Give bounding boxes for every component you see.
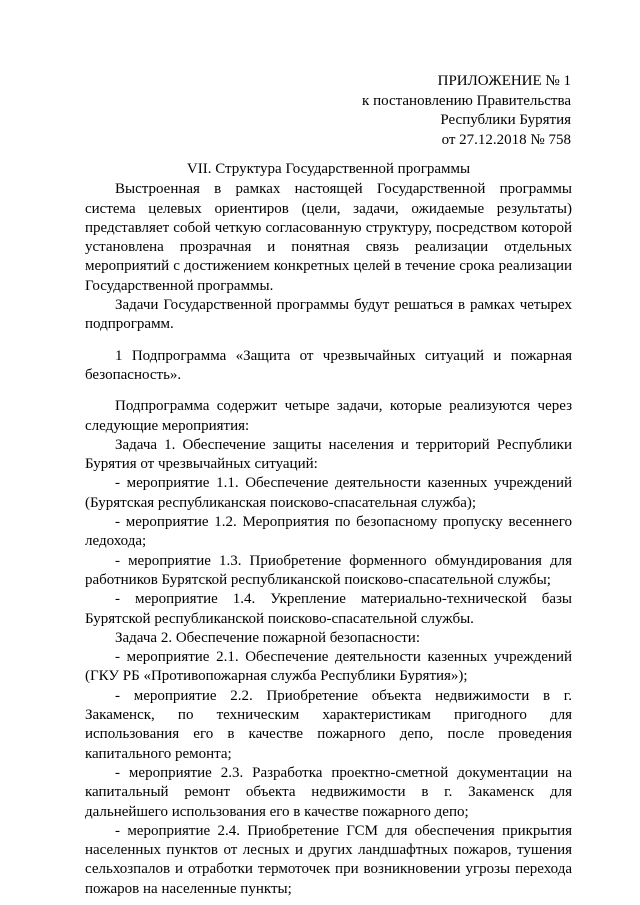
- paragraph-subprogram-tasks: Подпрограмма содержит четыре задачи, которые реализуются через следующие мероприятия:: [85, 398, 572, 434]
- paragraph-subprogram-1: 1 Подпрограмма «Защита от чрезвычайных ситуаций и пожарная безопасность».: [85, 347, 572, 383]
- paragraph-task-2: Задача 2. Обеспечение пожарной безопасности:: [115, 629, 420, 646]
- appendix-header: [362, 72, 571, 150]
- paragraph-measure-2-4: - мероприятие 2.4. Приобретение ГСМ для обеспечения прикрытия населенных пунктов от лесных и других ландшафтных пожаров, тушения сельхозпалов и отработки термоточек при возникновении угрозы перехода пожаров на населенные пункты;: [85, 822, 572, 897]
- section-title: VII. Структура Государственной программы: [186, 161, 471, 177]
- paragraph-measure-1-3: - мероприятие 1.3. Приобретение форменного обмундирования для работников Бурятской республиканской поисково-спасательной службы;: [85, 552, 572, 588]
- appendix-resolution-ref: к постановлению Правительства: [362, 92, 571, 109]
- paragraph-intro: Выстроенная в рамках настоящей Государственной программы система целевых ориентиров (цели, задачи, ожидаемые результаты) представляет собой четкую согласованную структуру, посредством которой установлена прозрачная и понятная связь реализации отдельных мероприятий с достижением конкретных целей в течение срока реализации Государственной программы.: [85, 181, 572, 294]
- paragraph-measure-1-1: - мероприятие 1.1. Обеспечение деятельности казенных учреждений (Бурятская республиканская поисково-спасательная служба);: [85, 475, 572, 511]
- appendix-republic: Республики Бурятия: [440, 112, 571, 128]
- paragraph-measure-2-2: - мероприятие 2.2. Приобретение объекта недвижимости в г. Закаменск, по техническим характеристикам пригодного для использования его в качестве пожарного депо, после проведения капитального ремонта;: [85, 687, 572, 762]
- paragraph-task-1: Задача 1. Обеспечение защиты населения и территорий Республики Бурятия от чрезвычайных ситуаций:: [85, 436, 572, 473]
- paragraph-measure-1-4: - мероприятие 1.4. Укрепление материально-технической базы Бурятской республиканской поисково-спасательной службы.: [85, 591, 572, 627]
- paragraph-subprograms: Задачи Государственной программы будут решаться в рамках четырех подпрограмм.: [85, 297, 572, 333]
- paragraph-measure-1-2: - мероприятие 1.2. Мероприятия по безопасному пропуску весеннего ледохода;: [85, 514, 572, 550]
- appendix-number: ПРИЛОЖЕНИЕ № 1: [437, 73, 571, 89]
- paragraph-measure-2-3: - мероприятие 2.3. Разработка проектно-сметной документации на капитальный ремонт объекта недвижимости в г. Закаменск для дальнейшего использования его в качестве пожарного депо;: [85, 764, 572, 820]
- document-body: [85, 160, 572, 899]
- paragraph-measure-2-1: - мероприятие 2.1. Обеспечение деятельности казенных учреждений (ГКУ РБ «Противопожарная служба Республики Бурятия»);: [85, 649, 572, 685]
- appendix-date-number: от 27.12.2018 № 758: [441, 131, 571, 148]
